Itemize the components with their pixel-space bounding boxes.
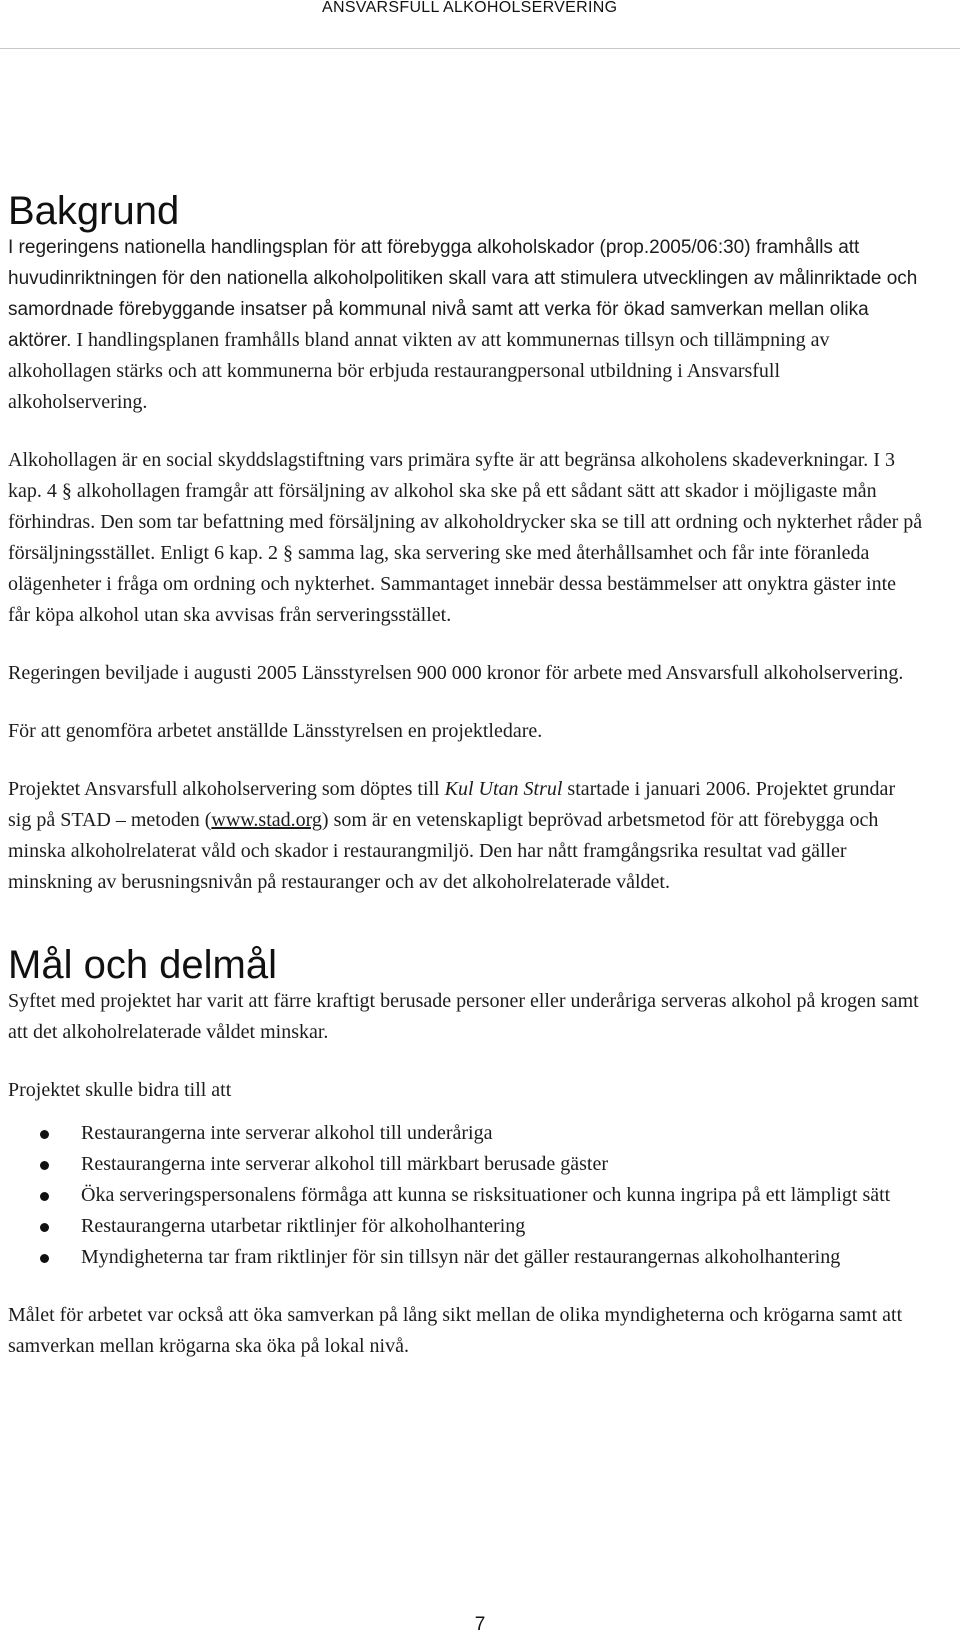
paragraph-bakgrund-1 [8, 232, 923, 418]
paragraph-bakgrund-4: För att genomföra arbetet anställde Länsstyrelsen en projektledare. [8, 720, 543, 742]
goal-list [8, 1118, 923, 1273]
paragraph-bakgrund-5 [8, 774, 923, 898]
list-item: Restaurangerna inte serverar alkohol till underåriga [8, 1118, 923, 1149]
list-item: Myndigheterna tar fram riktlinjer för sin tillsyn när det gäller restaurangernas alkoholhantering [8, 1242, 923, 1273]
list-item: Restaurangerna inte serverar alkohol till märkbart berusade gäster [8, 1149, 923, 1180]
page-number: 7 [474, 1614, 486, 1635]
paragraph-mal-2: Projektet skulle bidra till att [8, 1079, 232, 1101]
p5-text-b: startade i januari 2006. Projektet grundar sig på STAD – metoden ( [8, 778, 896, 831]
paragraph-bakgrund-2: Alkohollagen är en social skyddslagstiftning vars primära syfte är att begränsa alkoholens skadeverkningar. I 3 kap. 4 § alkohollagen framgår att försäljning av alkohol ska ske på ett sådant sätt att skador i möjligaste mån förhindras. Den som tar befattning med försäljning av alkoholdrycker ska se till att ordning och nykterhet råder på försäljningsstället. Enligt 6 kap. 2 § samma lag, ska servering ske med återhållsamhet och får inte föranleda olägenheter i fråga om ordning och nykterhet. Sammantaget innebär dessa bestämmelser att onyktra gäster inte får köpa alkohol utan ska avvisas från serveringsstället. [8, 449, 923, 626]
paragraph-bakgrund-3: Regeringen beviljade i augusti 2005 Länsstyrelsen 900 000 kronor för arbete med Ansvarsfull alkoholservering. [8, 662, 904, 684]
project-name-italic: Kul Utan Strul [444, 778, 563, 800]
paragraph-mal-3: Målet för arbetet var också att öka samverkan på lång sikt mellan de olika myndigheterna och krögarna samt att samverkan mellan krögarna ska öka på lokal nivå. [8, 1304, 903, 1357]
paragraph-bakgrund-1-serif: I handlingsplanen framhålls bland annat vikten av att kommunernas tillsyn och tillämpning av alkohollagen stärks och att kommunerna bör erbjuda restaurangpersonal utbildning i Ansvarsfull alkoholservering. [8, 329, 830, 413]
stad-link[interactable]: www.stad.org [211, 809, 322, 831]
running-header [0, 0, 960, 49]
paragraph-mal-1: Syftet med projektet har varit att färre kraftigt berusade personer eller underåriga serveras alkohol på krogen samt att det alkoholrelaterade våldet minskar. [8, 990, 919, 1043]
section-heading-bakgrund: Bakgrund [8, 189, 180, 233]
p5-text-c: ) som är en vetenskapligt beprövad arbetsmetod för att förebygga och minska alkoholrelaterat våld och skador i restaurangmiljö. Den har nått framgångsrika resultat vad gäller minskning av berusningsnivån på restauranger och av det alkoholrelaterade våldet. [8, 809, 879, 893]
running-title: ANSVARSFULL ALKOHOLSERVERING [322, 0, 618, 16]
p5-text-a: Projektet Ansvarsfull alkoholservering som döptes till [8, 778, 445, 800]
section-heading-mal: Mål och delmål [8, 943, 278, 987]
list-item: Öka serveringspersonalens förmåga att kunna se risksituationer och kunna ingripa på ett lämpligt sätt [8, 1180, 923, 1211]
main-content [8, 180, 923, 1362]
list-item: Restaurangerna utarbetar riktlinjer för alkoholhantering [8, 1211, 923, 1242]
paragraph-bakgrund-1-sans: I regeringens nationella handlingsplan för att förebygga alkoholskador (prop.2005/06:30) framhålls att huvudinriktningen för den nationella alkoholpolitiken skall vara att stimulera utvecklingen av målinriktade och samordnade förebyggande insatser på kommunal nivå samt att verka för ökad samverkan mellan olika aktörer. [8, 237, 918, 351]
